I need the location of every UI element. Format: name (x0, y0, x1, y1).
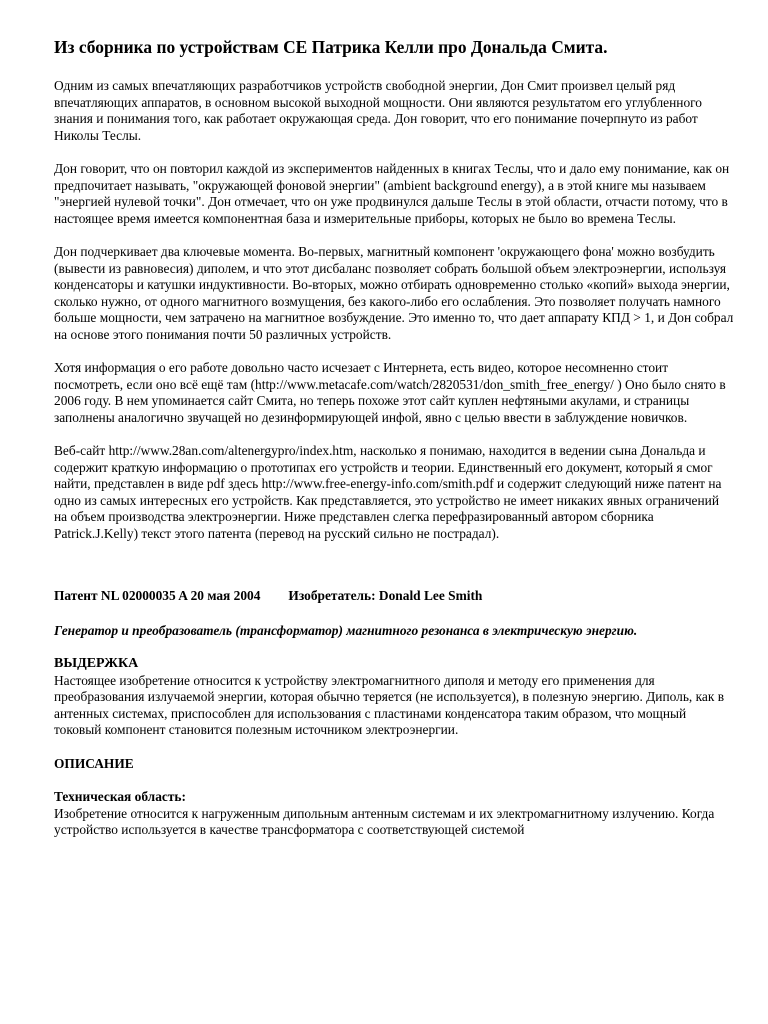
paragraph-website: Веб-сайт http://www.28an.com/altenergypro/index.htm, насколько я понимаю, находится в ведении сына Дональда и содержит краткую информацию о прототипах его устройств и теории. Единственный его документ, который я смог найти, представлен в виде pdf здесь http://www.free-energy-info.com/smith.pdf и содержит следующий ниже патент на одно из самых интересных его устройств. Как представляется, это устройство не имеет никаких явных ограничений на объем производства электроэнергии. Ниже представлен слегка перефразированный автором сборника Patrick.J.Kelly) текст этого патента (перевод на русский сильно не пострадал). (54, 443, 722, 541)
description-subheading: Техническая область: (54, 789, 186, 804)
patent-inventor: Изобретатель: Donald Lee Smith (288, 588, 483, 603)
patent-title: Генератор и преобразователь (трансформатор) магнитного резонанса в электрическую энергию. (54, 622, 638, 638)
paragraph-video: Хотя информация о его работе довольно часто исчезает с Интернета, есть видео, которое несомненно стоит посмотреть, если оно всё ещё там (http://www.metacafe.com/watch/2820531/don_smith_free_energy/ ) Оно было снято в 2006 году. В нем упоминается сайт Смита, но теперь похоже этот сайт куплен нефтяными акулами, и страницы заполнены аналогично звучащей но дезинформирующей инфой, явно с целью ввести в заблуждение новичков. (54, 360, 726, 425)
description-text: Изобретение относится к нагруженным дипольным антенным системам и их электромагнитному излучению. Когда устройство используется в качестве трансформатора с соответствующей системой (54, 805, 715, 837)
description-section (54, 756, 734, 839)
paragraph-key-points: Дон подчеркивает два ключевые момента. Во-первых, магнитный компонент 'окружающего фона' можно возбудить (вывести из равновесия) диполем, и что этот дисбаланс позволяет собрать большой объем электроэнергии, используя конденсаторы и катушки индуктивности. Во-вторых, можно отбирать одновременно столько «копий» выхода энергии, сколько нужно, от одного магнитного возмущения, без какого-либо его ослабления. Это позволяет получать намного больше мощности, чем затрачено на магнитное возбуждение. Это именно то, что дает аппарату КПД > 1, и Дон собрал на основе этого понимания почти 50 различных устройств. (54, 244, 734, 342)
patent-number: Патент NL 02000035 A 20 мая 2004 (54, 588, 261, 603)
abstract-section (54, 656, 734, 739)
patent-info-line (54, 588, 734, 605)
paragraph-intro: Одним из самых впечатляющих разработчиков устройств свободной энергии, Дон Смит произвел целый ряд впечатляющих аппаратов, в основном высокой выходной мощности. Они являются результатом его углубленного знания и понимания того, как работает окружающая среда. Дон говорит, что его понимание почерпнуто из работ Николы Теслы. (54, 78, 702, 143)
abstract-text: Настоящее изобретение относится к устройству электромагнитного диполя и методу его применения для преобразования излучаемой энергии, которая обычно теряется (не используется), в полезную энергию. Диполь, как в антенных системах, приспособлен для использования с пластинами конденсатора таким образом, что мощный токовый компонент становится полезным источником электроэнергии. (54, 672, 725, 737)
document-page (54, 36, 734, 856)
description-heading: ОПИСАНИЕ (54, 755, 134, 771)
abstract-heading: ВЫДЕРЖКА (54, 656, 139, 671)
paragraph-tesla-experiments: Дон говорит, что он повторил каждой из экспериментов найденных в книгах Теслы, что и дало ему понимание, как он предпочитает называть, "окружающей фоновой энергии" (ambient background energy), а в этой книге мы называем "энергией нулевой точки". Дон отмечает, что он уже продвинулся дальше Теслы в этой области, отчасти потому, что в настоящее время имеется компонентная база и измерительные приборы, которых не было во времена Теслы. (54, 161, 730, 226)
document-title: Из сборника по устройствам СЕ Патрика Келли про Дональда Смита. (54, 37, 608, 57)
